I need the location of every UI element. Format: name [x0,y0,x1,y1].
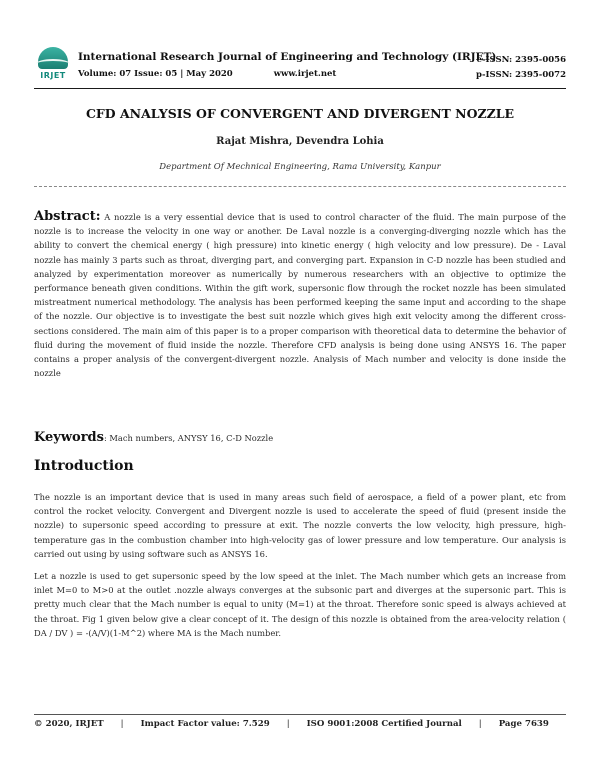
volume-issue: Volume: 07 Issue: 05 | May 2020 [78,69,233,79]
logo-text: IRJET [40,71,66,80]
logo-wave-icon [36,59,70,69]
keywords-text: : Mach numbers, ANYSY 16, C-D Nozzle [103,433,274,443]
footer-separator: | [286,719,290,729]
paper-affiliation: Department Of Mechnical Engineering, Rama University, Kanpur [159,162,441,172]
footer-page-number: Page 7639 [498,719,549,729]
page-header [34,45,566,85]
footer-impact-factor: Impact Factor value: 7.529 [140,719,270,729]
e-issn: e-ISSN: 2395-0056 [476,55,566,65]
paper-title: CFD ANALYSIS OF CONVERGENT AND DIVERGENT NOZZLE [85,106,515,121]
footer-iso: ISO 9001:2008 Certified Journal [306,719,462,729]
page-footer [34,719,566,729]
journal-website[interactable]: www.irjet.net [273,69,337,79]
abstract-label: Abstract: [34,209,101,224]
journal-name: International Research Journal of Engineering and Technology (IRJET) [78,51,497,63]
footer-divider [34,714,566,715]
header-divider [34,88,566,89]
p-issn: p-ISSN: 2395-0072 [476,70,566,80]
volume-line [78,69,336,79]
keywords-section [34,430,273,445]
keywords-label: Keywords [34,430,104,445]
introduction-paragraph-2: Let a nozzle is used to get supersonic speed by the low speed at the inlet. The Mach number which gets an increase from inlet M=0 to M>0 at the outlet .nozzle always converges at the subsonic part and diverges at the supersonic part. This is pretty much clear that the Mach number is equal to unity (M=1) at the throat. Therefore sonic speed is always achieved at the throat. Fig 1 given below give a clear concept of it. The design of this nozzle is obtained from the area-velocity relation ( DA / DV ) = -(A/V)(1-M^2) where MA is the Mach number. [34,571,566,638]
irjet-logo [34,45,72,85]
abstract-text: A nozzle is a very essential device that is used to control character of the fluid. The main purpose of the nozzle is to increase the velocity in one way or another. De Laval nozzle is a converging-diverging nozzle which has the ability to convert the chemical energy ( high pressure) into kinetic energy ( high velocity and low pressure). De - Laval nozzle has mainly 3 parts such as throat, diverging part, and converging part. Expansion in C-D nozzle has been studied and analyzed by experimentation moreover as numerically by numerous researchers with an objective to optimize the performance beneath given conditions. Within the gift work, supersonic flow through the rocket nozzle has been simulated mistreatment numerical methodology. The analysis has been performed keeping the same input and according to the shape of the nozzle. Our objective is to investigate the best suit nozzle which gives high exit velocity among the different cross- sections considered. The main aim of this paper is to a proper comparison with theoretical data to determine the behavior of fluid during the movement of fluid inside the nozzle. Therefore CFD analysis is being done using ANSYS 16. The paper contains a proper analysis of the convergent-divergent nozzle. Analysis of Mach number and velocity is done inside the nozzle [34,212,566,379]
section-divider [34,186,566,187]
footer-copyright: © 2020, IRJET [34,719,104,729]
paper-authors: Rajat Mishra, Devendra Lohia [216,136,384,147]
introduction-paragraph-1: The nozzle is an important device that is used in many areas such field of aerospace, a field of a power plant, etc from control the rocket velocity. Convergent and Divergent nozzle is used to accelerate the speed of fluid (present inside the nozzle) to supersonic speed according to pressure at exit. The nozzle converts the low velocity, high pressure, high-temperature gas in the combustion chamber into high-velocity gas of lower pressure and low temperature. Our analysis is carried out using by using software such as ANSYS 16. [34,492,566,559]
abstract-section [34,210,566,380]
introduction-heading: Introduction [34,458,134,474]
footer-separator: | [120,719,124,729]
footer-separator: | [478,719,482,729]
